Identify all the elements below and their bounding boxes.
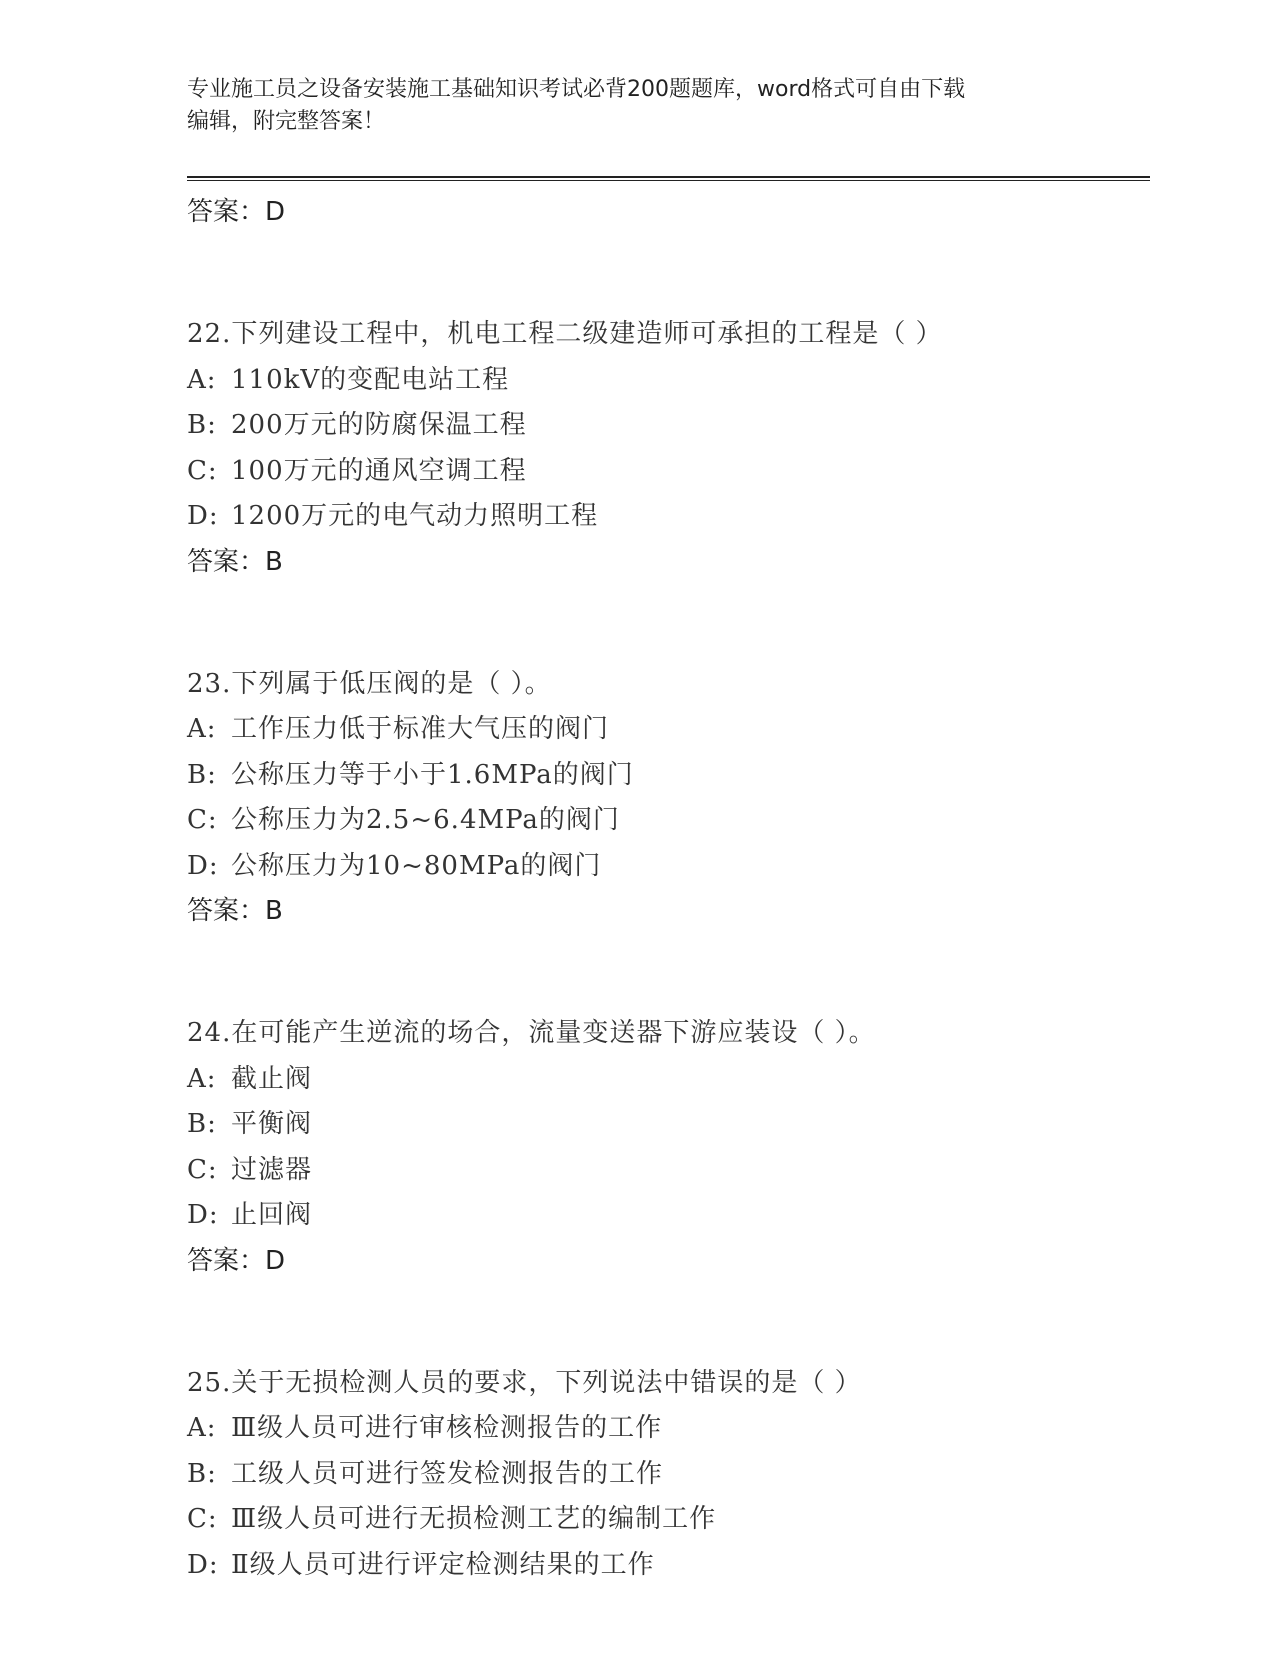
question-list: [187, 190, 1147, 1666]
option-text: 公称压力为10~80MPa的阀门: [231, 850, 602, 881]
option-c: [187, 1148, 1147, 1194]
option-b: [187, 1452, 1147, 1498]
option-text: 1200万元的电气动力照明工程: [231, 501, 599, 531]
question-stem: 25.关于无损检测人员的要求，下列说法中错误的是（ ）: [187, 1367, 862, 1398]
option-text: 200万元的防腐保温工程: [231, 410, 527, 440]
option-text: 100万元的通风空调工程: [231, 455, 527, 486]
option-letter: A:: [187, 714, 217, 744]
option-d: [187, 1543, 1147, 1589]
option-text: 公称压力为2.5~6.4MPa的阀门: [231, 805, 620, 835]
answer-22: 答案：B: [187, 546, 283, 577]
option-a: [187, 1057, 1147, 1103]
option-a: [187, 707, 1147, 753]
question-stem: 22.下列建设工程中，机电工程二级建造师可承担的工程是（ ）: [187, 319, 943, 349]
option-text: 平衡阀: [231, 1109, 313, 1139]
option-text: 止回阀: [231, 1200, 313, 1230]
option-letter: A:: [187, 1413, 217, 1443]
option-letter: C:: [187, 805, 218, 835]
option-text: 110kV的变配电站工程: [231, 364, 510, 395]
question-22: [187, 312, 1147, 584]
option-letter: C:: [187, 455, 218, 486]
question-23: [187, 662, 1147, 934]
option-b: [187, 403, 1147, 449]
option-text: 工作压力低于标准大气压的阀门: [231, 714, 610, 744]
option-letter: A:: [187, 364, 217, 395]
option-c: [187, 798, 1147, 844]
option-letter: D:: [187, 1549, 219, 1580]
question-25: [187, 1361, 1147, 1589]
option-letter: D:: [187, 501, 219, 531]
header-line-2: 编辑，附完整答案！: [187, 109, 386, 134]
option-letter: C:: [187, 1154, 218, 1185]
option-text: 截止阀: [231, 1063, 313, 1094]
question-stem: 24.在可能产生逆流的场合，流量变送器下游应装设（ ）。: [187, 1018, 876, 1048]
option-a: [187, 358, 1147, 404]
option-text: Ⅲ级人员可进行审核检测报告的工作: [231, 1413, 663, 1443]
option-letter: B:: [187, 410, 217, 440]
option-text: Ⅱ级人员可进行评定检测结果的工作: [231, 1549, 655, 1580]
question-stem: 23.下列属于低压阀的是（ ）。: [187, 668, 552, 699]
option-text: Ⅲ级人员可进行无损检测工艺的编制工作: [231, 1504, 717, 1534]
option-letter: B:: [187, 1109, 217, 1139]
header-divider: [187, 176, 1150, 181]
option-c: [187, 1497, 1147, 1543]
option-letter: D:: [187, 850, 219, 881]
option-d: [187, 494, 1147, 540]
question-24: [187, 1011, 1147, 1283]
option-text: 工级人员可进行签发检测报告的工作: [231, 1458, 664, 1489]
answer-21: 答案：D: [187, 197, 286, 227]
option-letter: D:: [187, 1200, 219, 1230]
option-letter: C:: [187, 1504, 218, 1534]
option-text: 过滤器: [231, 1154, 313, 1185]
option-b: [187, 753, 1147, 799]
option-d: [187, 844, 1147, 890]
option-letter: B:: [187, 1458, 217, 1489]
option-c: [187, 449, 1147, 495]
option-letter: A:: [187, 1063, 217, 1094]
option-letter: B:: [187, 759, 217, 790]
option-b: [187, 1102, 1147, 1148]
answer-24: 答案：D: [187, 1245, 286, 1276]
option-a: [187, 1406, 1147, 1452]
option-d: [187, 1193, 1147, 1239]
answer-23: 答案：B: [187, 896, 283, 926]
header-line-1: 专业施工员之设备安装施工基础知识考试必背200题题库，word格式可自由下载: [187, 77, 966, 102]
option-text: 公称压力等于小于1.6MPa的阀门: [231, 759, 634, 790]
page-header: [187, 74, 1107, 138]
